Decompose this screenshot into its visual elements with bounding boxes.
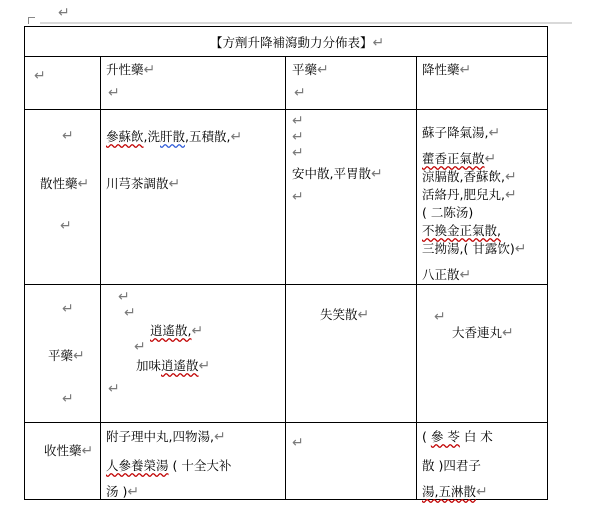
row2-neutral: 失笑散↵	[320, 307, 370, 323]
row1-ascending-line1: 參蘇飲,洗肝散,五積散,↵	[106, 129, 243, 145]
row3-neutral-empty: ↵	[292, 435, 304, 451]
row2-descending: 大香連丸↵	[452, 325, 514, 341]
table-title: 【方劑升降補瀉動力分佈表】↵	[210, 35, 385, 51]
row2-ascending-line2: 加味逍遙散↵	[136, 358, 211, 374]
paragraph-mark: ↵	[58, 5, 70, 21]
row-label-dispersing: 散性藥↵	[40, 176, 90, 192]
header-empty-cell: ↵	[34, 68, 46, 84]
page-corner-mark	[28, 17, 35, 24]
row-label-astringent: 收性藥↵	[44, 443, 94, 459]
row1-ascending-line2: 川芎茶調散↵	[106, 176, 181, 192]
page-top-border	[40, 22, 572, 24]
header-descending: 降性藥↵	[422, 62, 472, 78]
row2-ascending-line1: 逍遙散,↵	[150, 323, 204, 339]
row-label-neutral: 平藥↵	[48, 348, 85, 364]
header-ascending: 升性藥↵	[106, 62, 156, 78]
header-neutral: 平藥↵	[292, 62, 329, 78]
row1-neutral: 安中散,平胃散↵	[292, 166, 383, 182]
